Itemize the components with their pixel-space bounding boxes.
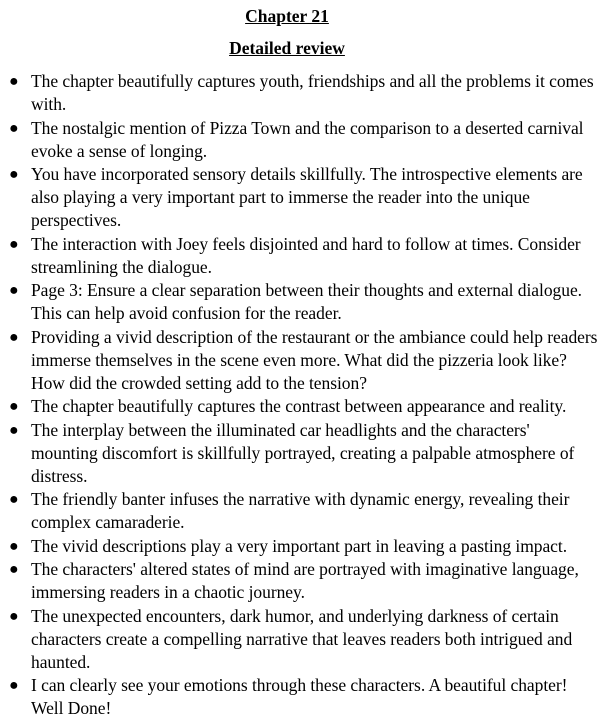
list-item-text: The chapter beautifully captures youth, friendships and all the problems it comes with. <box>31 71 594 114</box>
bullet-icon: ● <box>9 166 19 183</box>
review-subtitle: Detailed review <box>229 38 345 58</box>
list-item-text: The unexpected encounters, dark humor, and underlying darkness of certain characters create a compelling narrative that leaves readers both intrigued and haunted. <box>31 605 573 672</box>
bullet-icon: ● <box>9 561 19 578</box>
list-item-text: The characters' altered states of mind are portrayed with imaginative language, immersing readers in a chaotic journey. <box>31 559 579 602</box>
bullet-icon: ● <box>9 491 19 508</box>
list-item <box>0 117 600 163</box>
bullet-icon: ● <box>9 328 19 346</box>
chapter-title: Chapter 21 <box>245 6 329 26</box>
list-item <box>0 419 600 488</box>
list-item-text: The interaction with Joey feels disjointed and hard to follow at times. Consider streamlining the dialogue. <box>31 233 581 277</box>
list-item <box>0 326 600 395</box>
list-item-text: Page 3: Ensure a clear separation between their thoughts and external dialogue. This can help avoid confusion for the reader. <box>31 280 582 323</box>
list-item-text: The interplay between the illuminated car headlights and the characters' mounting discomfort is skillfully portrayed, creating a palpable atmosphere of distress. <box>31 419 575 486</box>
bullet-icon: ● <box>9 607 19 625</box>
bullet-icon: ● <box>9 537 19 555</box>
list-item <box>0 163 600 232</box>
list-item-text: The vivid descriptions play a very important part in leaving a pasting impact. <box>31 535 568 556</box>
list-item-text: Providing a vivid description of the restaurant or the ambiance could help readers immerse themselves in the scene even more. What did the pizzeria look like? How did the crowded setting add to the tension? <box>31 326 598 393</box>
list-item <box>0 605 600 674</box>
list-item <box>0 558 600 604</box>
list-item-text: The friendly banter infuses the narrative with dynamic energy, revealing their complex camaraderie. <box>31 489 570 532</box>
list-item-text: The nostalgic mention of Pizza Town and the comparison to a deserted carnival evoke a sense of longing. <box>31 117 584 161</box>
review-list <box>0 70 600 721</box>
list-item <box>0 279 600 325</box>
bullet-icon: ● <box>9 677 19 694</box>
list-item <box>0 395 600 418</box>
list-item-text: I can clearly see your emotions through these characters. A beautiful chapter! Well Done! <box>31 675 568 718</box>
bullet-icon: ● <box>9 119 19 137</box>
list-item <box>0 233 600 279</box>
bullet-icon: ● <box>9 235 19 253</box>
bullet-icon: ● <box>9 73 19 90</box>
list-item <box>0 674 600 720</box>
bullet-icon: ● <box>9 421 19 439</box>
list-item <box>0 70 600 116</box>
list-item-text: The chapter beautifully captures the contrast between appearance and reality. <box>31 396 567 416</box>
list-item-text: You have incorporated sensory details skillfully. The introspective elements are also playing a very important part to immerse the reader into the unique perspectives. <box>31 164 583 230</box>
list-item <box>0 535 600 558</box>
bullet-icon: ● <box>9 282 19 299</box>
bullet-icon: ● <box>9 398 19 415</box>
list-item <box>0 488 600 534</box>
